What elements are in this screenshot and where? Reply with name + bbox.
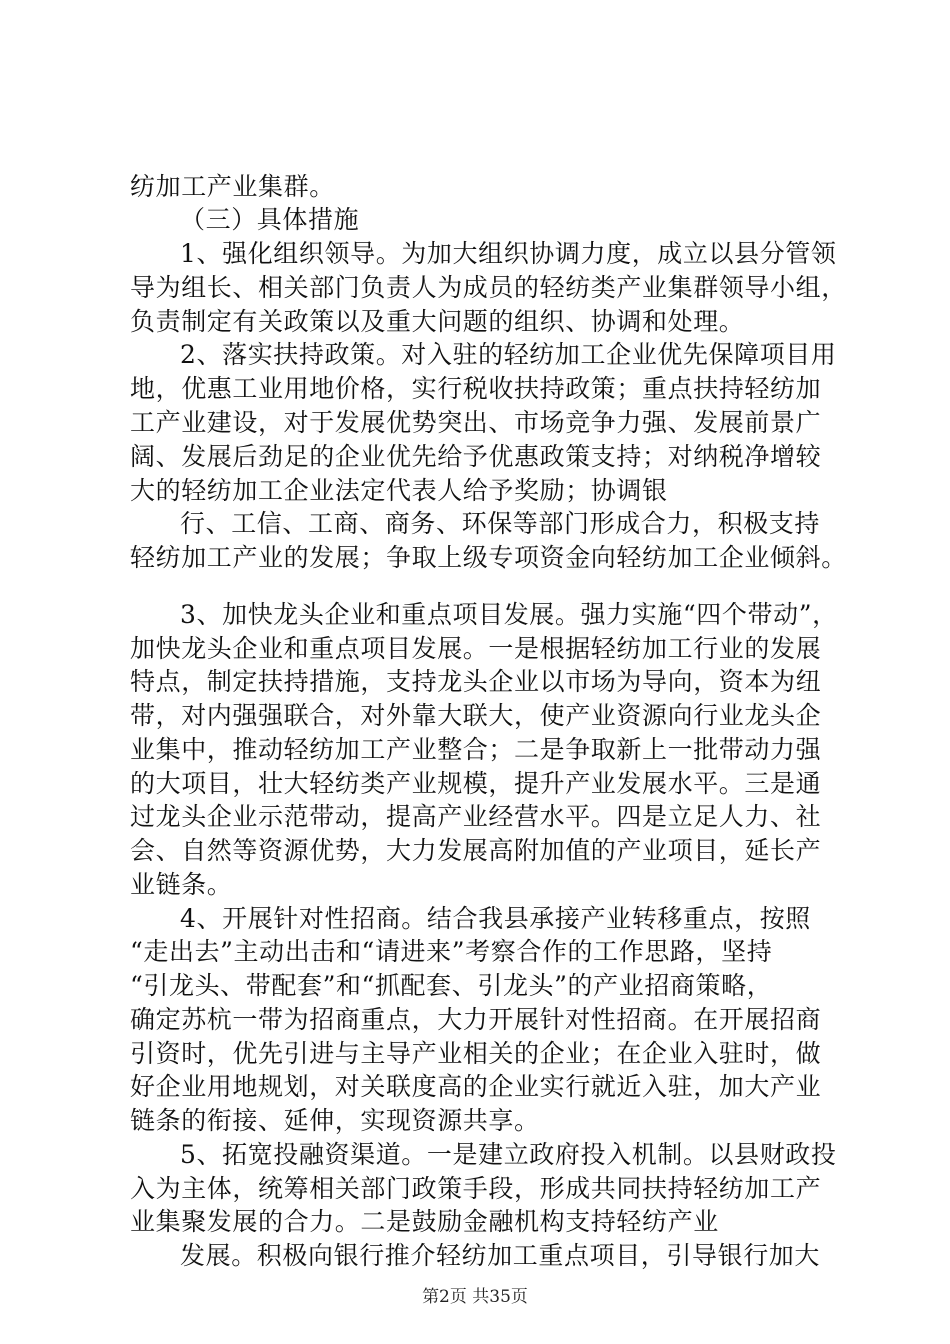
text-line: 工产业建设，对于发展优势突出、市场竞争力强、发展前景广 xyxy=(130,408,822,437)
text-line: 行、工信、工商、商务、环保等部门形成合力，积极支持 xyxy=(180,509,821,538)
text-line: 业链条。 xyxy=(130,870,233,899)
text-line: 导为组长、相关部门负责人为成员的轻纺类产业集群领导小组， xyxy=(130,273,847,302)
text-line: 特点，制定扶持措施，支持龙头企业以市场为导向，资本为纽 xyxy=(130,667,822,696)
text-line: 过龙头企业示范带动，提高产业经营水平。四是立足人力、社 xyxy=(130,802,822,831)
text-line: 纺加工产业集群。 xyxy=(130,172,335,201)
text-line: 1、强化组织领导。为加大组织协调力度，成立以县分管领 xyxy=(180,239,837,268)
text-line: 4、开展针对性招商。结合我县承接产业转移重点，按照 xyxy=(180,904,811,933)
text-line: 5、拓宽投融资渠道。一是建立政府投入机制。以县财政投 xyxy=(180,1140,837,1169)
text-line: 加快龙头企业和重点项目发展。一是根据轻纺加工行业的发展 xyxy=(130,634,822,663)
text-line: 业集聚发展的合力。二是鼓励金融机构支持轻纺产业 xyxy=(130,1207,719,1236)
text-line: 大的轻纺加工企业法定代表人给予奖励；协调银 xyxy=(130,476,668,505)
text-line: 轻纺加工产业的发展；争取上级专项资金向轻纺加工企业倾斜。 xyxy=(130,543,847,572)
text-line: 会、自然等资源优势，大力发展高附加值的产业项目，延长产 xyxy=(130,836,822,865)
text-line: 引资时，优先引进与主导产业相关的企业；在企业入驻时，做 xyxy=(130,1039,822,1068)
text-line: “走出去”主动出击和“请进来”考察合作的工作思路，坚持 xyxy=(130,937,773,966)
text-line: 阔、发展后劲足的企业优先给予优惠政策支持；对纳税净增较 xyxy=(130,442,822,471)
text-line: 发展。积极向银行推介轻纺加工重点项目，引导银行加大 xyxy=(180,1241,821,1270)
text-line: 带，对内强强联合，对外靠大联大，使产业资源向行业龙头企 xyxy=(130,701,822,730)
text-line: “引龙头、带配套”和“抓配套、引龙头”的产业招商策略， xyxy=(130,971,773,1000)
text-line: 地，优惠工业用地价格，实行税收扶持政策；重点扶持轻纺加 xyxy=(130,374,822,403)
text-line: 2、落实扶持政策。对入驻的轻纺加工企业优先保障项目用 xyxy=(180,340,837,369)
text-line: 入为主体，统筹相关部门政策手段，形成共同扶持轻纺加工产 xyxy=(130,1174,822,1203)
text-line: 3、加快龙头企业和重点项目发展。强力实施“四个带动”， xyxy=(180,600,838,629)
text-line: 的大项目，壮大轻纺类产业规模，提升产业发展水平。三是通 xyxy=(130,769,822,798)
text-line: 好企业用地规划，对关联度高的企业实行就近入驻，加大产业 xyxy=(130,1072,822,1101)
text-line: 确定苏杭一带为招商重点，大力开展针对性招商。在开展招商 xyxy=(130,1005,822,1034)
section-heading: （三）具体措施 xyxy=(180,205,360,234)
text-line: 链条的衔接、延伸，实现资源共享。 xyxy=(130,1106,540,1135)
page-number-footer: 第2页 共35页 xyxy=(422,1287,528,1307)
text-line: 业集中，推动轻纺加工产业整合；二是争取新上一批带动力强 xyxy=(130,735,822,764)
text-line: 负责制定有关政策以及重大问题的组织、协调和处理。 xyxy=(130,307,745,336)
